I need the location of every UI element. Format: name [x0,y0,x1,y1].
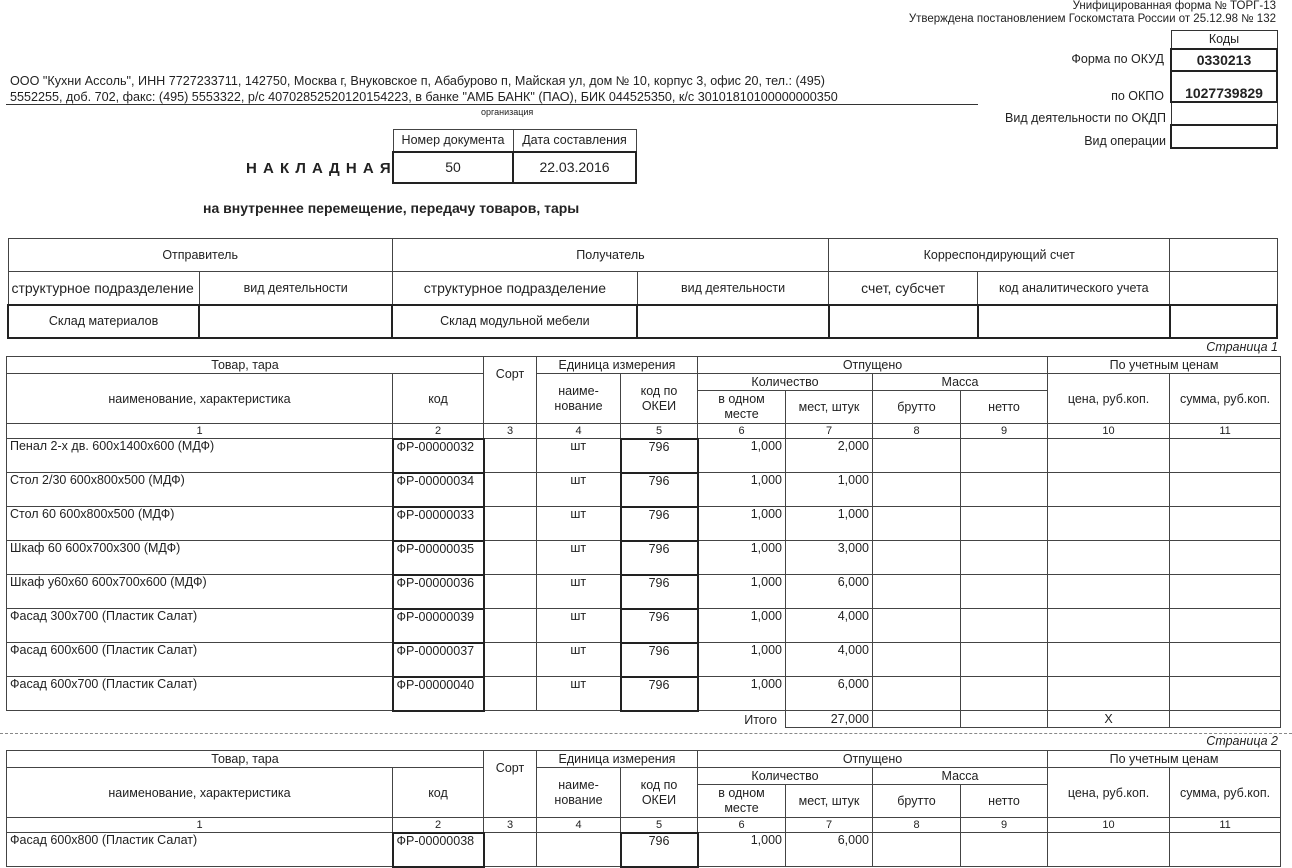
unit-header-p2: Единица измерения [537,751,698,768]
sort-header: Сорт [484,357,537,424]
gross-header-p2: брутто [873,785,961,818]
row-code: ФР-00000032 [393,439,484,473]
table-row [7,643,1281,677]
row-places: 1,000 [786,507,873,541]
okei-line-1: код по [640,777,678,792]
row-sort [484,507,537,541]
organization-line-2: 5552255, доб. 702, факс: (495) 5553322, р/с 40702852520120154223, в банке "АМБ БАНК" (ПАО), БИК 044525350, к/с 30101810100000000350 [10,90,838,104]
table-row [7,609,1281,643]
document-subtitle: на внутреннее перемещение, передачу товаров, тары [203,200,580,216]
okei-line-1: код по [640,383,678,398]
row-unit: шт [537,575,621,609]
receiver-header: Получатель [392,239,828,272]
net-header-p2: нетто [961,785,1048,818]
subaccount-label: счет, субсчет [829,272,978,305]
row-price [1048,609,1170,643]
row-net [961,833,1048,867]
row-okei: 796 [621,575,698,609]
col-num: 7 [786,424,873,439]
col-num: 5 [621,818,698,833]
row-code: ФР-00000036 [393,575,484,609]
col-num: 7 [786,818,873,833]
col-num: 9 [961,424,1048,439]
row-price [1048,833,1170,867]
goods-header: Товар, тара [7,357,484,374]
table-row [7,575,1281,609]
row-okei: 796 [621,473,698,507]
row-sum [1170,575,1281,609]
row-price [1048,541,1170,575]
receiver-value: Склад модульной мебели [392,305,637,338]
totals-sum [1170,711,1281,728]
row-sort [484,575,537,609]
row-sort [484,541,537,575]
table-row [7,677,1281,711]
row-sum [1170,541,1281,575]
row-unit: шт [537,609,621,643]
col-num: 10 [1048,818,1170,833]
page-2-label: Страница 2 [1206,734,1278,748]
table-row [7,541,1281,575]
date-label: Дата составления [513,130,636,152]
row-in-one: 1,000 [698,609,786,643]
number-label: Номер документа [393,130,513,152]
organization-line-1: ООО "Кухни Ассоль", ИНН 7727233711, 142750, Москва г, Внуковское п, Абабурово п, Майская ул, дом № 10, корпус 3, офис 20, тел.: (495) [10,74,825,88]
row-net [961,609,1048,643]
row-unit [537,833,621,867]
places-header: мест, штук [786,391,873,424]
row-sort [484,643,537,677]
col-num: 4 [537,424,621,439]
row-net [961,507,1048,541]
analytic-code-value [978,305,1170,338]
unit-name-line-1: наиме- [558,777,599,792]
totals-price-mark: X [1048,711,1170,728]
row-code: ФР-00000040 [393,677,484,711]
organization-underline [6,104,978,105]
row-in-one: 1,000 [698,643,786,677]
row-unit: шт [537,439,621,473]
row-price [1048,473,1170,507]
row-okei: 796 [621,507,698,541]
row-in-one: 1,000 [698,575,786,609]
goods-table-page-1 [6,356,1281,728]
totals-net [961,711,1048,728]
price-header-p2: цена, руб.коп. [1048,768,1170,818]
mass-header-p2: Масса [873,768,1048,785]
mass-header: Масса [873,374,1048,391]
in-one-line-1: в одном [718,392,765,406]
parties-table [7,238,1278,339]
okei-header [621,374,698,424]
gross-header: брутто [873,391,961,424]
receiver-struct-label: структурное подразделение [392,272,637,305]
col-num: 10 [1048,424,1170,439]
unit-name-header [537,374,621,424]
col-num: 8 [873,424,961,439]
row-gross [873,643,961,677]
row-unit: шт [537,507,621,541]
parties-blank-2 [1170,272,1277,305]
row-name: Стол 60 600х800х500 (МДФ) [7,507,393,541]
row-name: Фасад 300х700 (Пластик Салат) [7,609,393,643]
row-gross [873,833,961,867]
col-num: 2 [393,818,484,833]
row-code: ФР-00000039 [393,609,484,643]
row-places: 6,000 [786,833,873,867]
in-one-line-1: в одном [718,786,765,800]
row-sum [1170,507,1281,541]
row-net [961,575,1048,609]
row-name: Пенал 2-х дв. 600х1400х600 (МДФ) [7,439,393,473]
row-sort [484,677,537,711]
row-code: ФР-00000034 [393,473,484,507]
net-header: нетто [961,391,1048,424]
row-price [1048,507,1170,541]
name-char-header-p2: наименование, характеристика [7,768,393,818]
row-sort [484,833,537,867]
row-gross [873,575,961,609]
row-places: 4,000 [786,643,873,677]
goods-table-page-2 [6,750,1281,868]
row-places: 3,000 [786,541,873,575]
row-price [1048,677,1170,711]
row-okei: 796 [621,833,698,867]
col-num: 2 [393,424,484,439]
row-unit: шт [537,541,621,575]
goods-rows [7,439,1281,711]
row-sort [484,439,537,473]
receiver-activity-value [637,305,828,338]
totals-places: 27,000 [786,711,873,728]
form-header [909,0,1276,26]
row-net [961,677,1048,711]
unit-name-line-2: нование [554,398,603,413]
parties-blank-3 [1170,305,1277,338]
analytic-code-label: код аналитического учета [978,272,1170,305]
row-price [1048,575,1170,609]
organization-caption: организация [481,107,534,117]
quantity-header: Количество [698,374,873,391]
col-num: 8 [873,818,961,833]
unit-name-line-1: наиме- [558,383,599,398]
released-header-p2: Отпущено [698,751,1048,768]
okei-header-p2 [621,768,698,818]
goods-header-p2: Товар, тара [7,751,484,768]
okpo-value: 1027739829 [1171,71,1277,102]
row-sum [1170,609,1281,643]
form-line: Унифицированная форма № ТОРГ-13 [1072,0,1276,12]
sender-activity-value [199,305,392,338]
sender-struct-label: структурное подразделение [8,272,199,305]
okdp-label: Вид деятельности по ОКДП [1005,111,1166,125]
row-places: 6,000 [786,677,873,711]
document-number-table [392,129,637,184]
sum-header-p2: сумма, руб.коп. [1170,768,1281,818]
row-places: 2,000 [786,439,873,473]
table-row [7,473,1281,507]
row-okei: 796 [621,439,698,473]
row-name: Фасад 600х700 (Пластик Салат) [7,677,393,711]
row-sum [1170,439,1281,473]
row-code: ФР-00000033 [393,507,484,541]
col-num: 11 [1170,424,1281,439]
col-num: 9 [961,818,1048,833]
code-header: код [393,374,484,424]
row-okei: 796 [621,609,698,643]
released-header: Отпущено [698,357,1048,374]
row-in-one: 1,000 [698,833,786,867]
row-code: ФР-00000037 [393,643,484,677]
col-num: 6 [698,424,786,439]
table-row [7,507,1281,541]
row-name: Шкаф 60 600х700х300 (МДФ) [7,541,393,575]
row-sort [484,609,537,643]
col-num: 11 [1170,818,1281,833]
row-name: Шкаф у60х60 600х700х600 (МДФ) [7,575,393,609]
row-sum [1170,473,1281,507]
row-in-one: 1,000 [698,507,786,541]
row-name: Стол 2/30 600х800х500 (МДФ) [7,473,393,507]
row-in-one: 1,000 [698,541,786,575]
page-break [0,733,1292,734]
codes-title: Коды [1171,31,1277,49]
table-row-p2 [7,833,1281,867]
document-number: 50 [393,152,513,183]
okud-label: Форма по ОКУД [1071,52,1164,66]
row-sum [1170,833,1281,867]
totals-row [7,711,1281,728]
in-one-header-p2 [698,785,786,818]
row-gross [873,507,961,541]
by-prices-header: По учетным ценам [1048,357,1281,374]
column-numbers [7,424,1281,439]
row-code: ФР-00000035 [393,541,484,575]
row-places: 4,000 [786,609,873,643]
table-row [7,439,1281,473]
in-one-header [698,391,786,424]
row-in-one: 1,000 [698,677,786,711]
price-header: цена, руб.коп. [1048,374,1170,424]
sort-header-p2: Сорт [484,751,537,818]
row-okei: 796 [621,677,698,711]
col-num: 1 [7,424,393,439]
row-gross [873,541,961,575]
account-header: Корреспондирующий счет [829,239,1170,272]
col-num: 5 [621,424,698,439]
totals-gross [873,711,961,728]
in-one-line-2: месте [724,407,759,421]
unit-header: Единица измерения [537,357,698,374]
places-header-p2: мест, штук [786,785,873,818]
row-sort [484,473,537,507]
unit-name-line-2: нование [554,792,603,807]
row-name: Фасад 600х600 (Пластик Салат) [7,643,393,677]
row-gross [873,609,961,643]
in-one-line-2: месте [724,801,759,815]
row-okei: 796 [621,643,698,677]
row-in-one: 1,000 [698,473,786,507]
parties-blank [1170,239,1277,272]
operation-label: Вид операции [1084,134,1166,148]
row-code: ФР-00000038 [393,833,484,867]
row-sum [1170,677,1281,711]
receiver-activity-label: вид деятельности [637,272,828,305]
document-title: Н А К Л А Д Н А Я [246,160,392,177]
row-gross [873,473,961,507]
row-sum [1170,643,1281,677]
unit-name-header-p2 [537,768,621,818]
operation-value [1171,125,1277,148]
okpo-label: по ОКПО [1111,89,1164,103]
sum-header: сумма, руб.коп. [1170,374,1281,424]
code-header-p2: код [393,768,484,818]
okei-line-2: ОКЕИ [641,398,677,413]
row-places: 1,000 [786,473,873,507]
row-price [1048,643,1170,677]
row-price [1048,439,1170,473]
row-net [961,643,1048,677]
page-1-label: Страница 1 [1206,340,1278,354]
col-num: 6 [698,818,786,833]
sender-header: Отправитель [8,239,392,272]
col-num: 3 [484,424,537,439]
organization [10,73,975,105]
document-date: 22.03.2016 [513,152,636,183]
row-unit: шт [537,677,621,711]
column-numbers-p2 [7,818,1281,833]
row-in-one: 1,000 [698,439,786,473]
okei-line-2: ОКЕИ [641,792,677,807]
subaccount-value [829,305,978,338]
row-net [961,473,1048,507]
col-num: 3 [484,818,537,833]
totals-label: Итого [7,711,786,728]
row-net [961,541,1048,575]
col-num: 4 [537,818,621,833]
row-gross [873,439,961,473]
sender-activity-label: вид деятельности [199,272,392,305]
name-char-header: наименование, характеристика [7,374,393,424]
col-num: 1 [7,818,393,833]
row-name: Фасад 600х800 (Пластик Салат) [7,833,393,867]
okdp-value [1171,102,1277,125]
row-okei: 796 [621,541,698,575]
row-gross [873,677,961,711]
codes-table [1170,30,1278,149]
sender-value: Склад материалов [8,305,199,338]
approved-line: Утверждена постановлением Госкомстата России от 25.12.98 № 132 [908,13,1276,25]
okud-value: 0330213 [1171,49,1277,71]
row-unit: шт [537,643,621,677]
row-unit: шт [537,473,621,507]
by-prices-header-p2: По учетным ценам [1048,751,1281,768]
row-net [961,439,1048,473]
quantity-header-p2: Количество [698,768,873,785]
row-places: 6,000 [786,575,873,609]
